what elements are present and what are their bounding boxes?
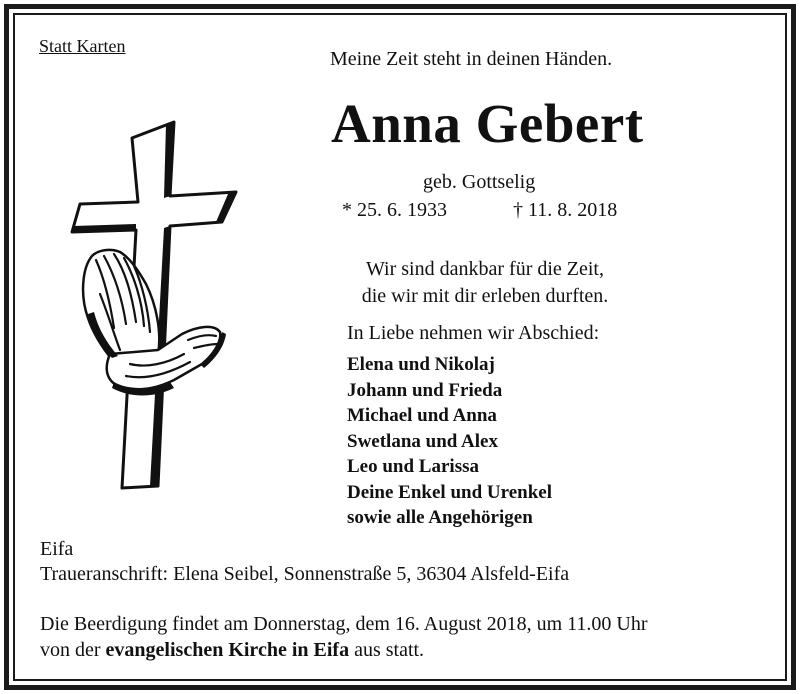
- mourners-list: [347, 352, 552, 531]
- funeral-prefix: von der: [40, 639, 101, 661]
- funeral-line-1: Die Beerdigung findet am Donnerstag, dem 16. August 2018, um 11.00 Uhr: [40, 613, 648, 635]
- place-name: Eifa: [40, 538, 74, 560]
- mourner-item: Elena und Nikolaj: [347, 354, 495, 375]
- motto-verse: Meine Zeit steht in deinen Händen.: [330, 48, 613, 70]
- gratitude-text: [340, 256, 630, 310]
- mourner-item: Johann und Frieda: [347, 379, 503, 401]
- mourner-item: Deine Enkel und Urenkel: [347, 481, 552, 503]
- mourner-item: Leo und Larissa: [347, 456, 479, 477]
- gratitude-line-1: Wir sind dankbar für die Zeit,: [365, 258, 604, 280]
- birth-date: * 25. 6. 1933: [342, 199, 447, 221]
- deceased-name: Anna Gebert: [331, 93, 644, 154]
- death-date: † 11. 8. 2018: [513, 199, 618, 221]
- gratitude-line-2: die wir mit dir erleben durften.: [361, 285, 609, 307]
- cross-with-praying-hands-icon: [70, 118, 250, 496]
- statt-karten-label: Statt Karten: [39, 36, 126, 56]
- mourning-address: Traueranschrift: Elena Seibel, Sonnenstraße 5, 36304 Alsfeld-Eifa: [40, 563, 570, 585]
- farewell-intro: In Liebe nehmen wir Abschied:: [347, 322, 600, 344]
- mourner-item: Michael und Anna: [347, 405, 497, 426]
- birth-name: geb. Gottselig: [423, 171, 536, 193]
- funeral-church: evangelischen Kirche in Eifa: [105, 639, 350, 661]
- mourner-item: Swetlana und Alex: [347, 430, 498, 452]
- funeral-notice: [40, 611, 648, 663]
- funeral-line-2: [40, 637, 648, 663]
- funeral-suffix: aus statt.: [354, 639, 425, 661]
- mourner-item: sowie alle Angehörigen: [347, 507, 533, 528]
